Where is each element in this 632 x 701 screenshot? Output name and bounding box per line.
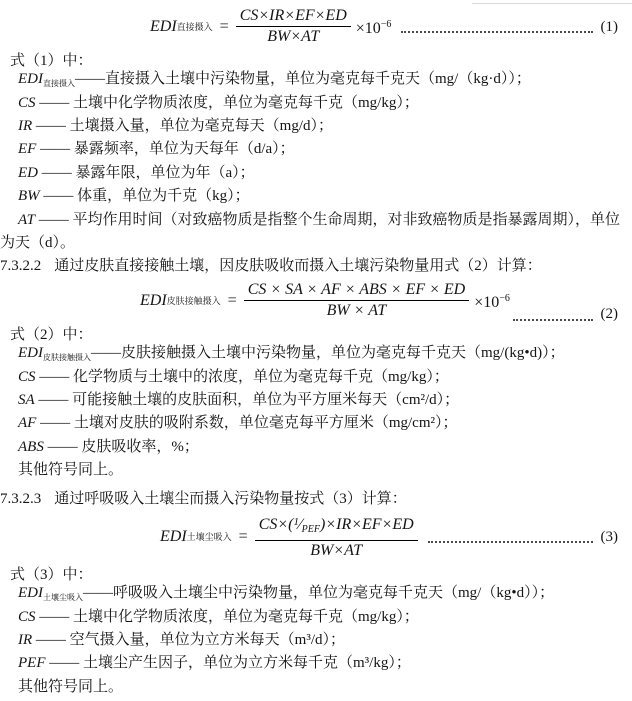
definition-line <box>0 608 626 631</box>
formula-3 <box>0 508 626 566</box>
variable-symbol: ABS <box>18 438 44 455</box>
dot-leader <box>513 318 593 321</box>
variable-description: —— 皮肤吸收率，%； <box>43 438 199 455</box>
formula-3-intro: 式（3）中： <box>10 566 93 583</box>
variable-subscript: 土壤尘吸入 <box>43 593 83 603</box>
variable-description: —— 体重，单位为千克（kg）； <box>39 188 250 205</box>
section-number: 7.3.2.2 <box>0 258 42 275</box>
formula-1-multiplier <box>356 16 392 38</box>
equals-sign: = <box>227 291 237 309</box>
formula-2-lhs-subscript: 皮肤接触摄入 <box>166 295 221 306</box>
section-title: 通过呼吸吸入土壤尘而摄入污染物量按式（3）计算： <box>54 490 407 507</box>
variable-symbol: CS <box>18 368 36 385</box>
formula-3-fraction <box>255 513 418 561</box>
variable-subscript: 直接摄入 <box>43 79 75 89</box>
section-heading-7323 <box>0 490 626 508</box>
formula-1-intro: 式（1）中： <box>10 52 93 69</box>
variable-symbol: CS <box>18 94 36 111</box>
variable-description: 其他符号同上。 <box>18 462 124 479</box>
formula-2-multiplier <box>474 290 510 312</box>
page-edge-artifact <box>472 3 632 4</box>
variable-symbol: AF <box>18 415 37 432</box>
variable-symbol: SA <box>18 391 35 408</box>
formula-1 <box>0 2 626 52</box>
definition-line <box>0 438 626 461</box>
formula-1-number: (1) <box>600 18 618 35</box>
formula-2-number: (2) <box>600 306 618 323</box>
formula-1-numerator: CS×IR×EF×ED <box>236 7 351 27</box>
definition-line <box>0 631 626 654</box>
dot-leader <box>401 30 592 33</box>
definition-line <box>0 70 626 93</box>
pef-subscript: PEF <box>301 523 320 535</box>
definition-line <box>0 391 626 414</box>
definition-line <box>0 678 626 701</box>
variable-description: 其他符号同上。 <box>18 678 124 695</box>
variable-description: —— 土壤尘产生因子，单位为立方米每千克（m³/kg）； <box>45 655 411 672</box>
definition-line <box>0 164 626 187</box>
variable-description: ——呼吸吸入土壤尘中污染物量，单位为毫克每千克天（mg/（kg•d））； <box>83 585 555 602</box>
definition-line <box>0 211 626 253</box>
equals-sign: = <box>219 17 229 35</box>
fraction-slash: ⁄ <box>299 515 302 533</box>
formula-2-denominator: BW × AT <box>326 302 387 320</box>
formula-1-lhs: EDI <box>150 17 177 35</box>
variable-symbol: IR <box>18 631 33 648</box>
formula-2-tail <box>510 305 622 323</box>
variable-description: —— 化学物质与土壤中的浓度，单位为毫克每千克（mg/kg）； <box>35 368 449 385</box>
formula-2-lhs: EDI <box>140 291 167 309</box>
formula-1-fraction <box>236 7 351 47</box>
variable-description: —— 平均作用时间（对致癌物质是指整个生命周期，对非致癌物质是指暴露周期），单位为天（d）。 <box>0 211 620 252</box>
section-heading-7322 <box>0 257 626 275</box>
definition-line <box>0 187 626 210</box>
definition-line <box>0 584 626 607</box>
variable-description: —— 土壤摄入量，单位为毫克每天（mg/d）； <box>32 118 334 135</box>
dot-leader <box>428 540 593 543</box>
numerator-pre: CS×( <box>258 515 294 533</box>
variable-symbol: PEF <box>18 655 46 672</box>
variable-subscript: 皮肤接触摄入 <box>43 353 91 363</box>
formula-3-denominator: BW×AT <box>310 542 363 560</box>
definition-line <box>0 140 626 163</box>
variable-description: —— 暴露年限，单位为年（a）； <box>38 164 255 181</box>
numerator-post: )×IR×EF×ED <box>320 515 414 533</box>
multiplier-exponent: −6 <box>380 18 392 30</box>
formula-3-body <box>160 513 418 561</box>
variable-description: —— 可能接触土壤的皮肤面积，单位为平方厘米每天（cm²/d）； <box>34 391 460 408</box>
multiplier-base: ×10 <box>355 19 381 37</box>
variable-symbol: EDI <box>18 345 43 362</box>
formula-1-lhs-subscript: 直接摄入 <box>176 21 213 32</box>
formula-3-definitions <box>0 584 626 701</box>
definition-line <box>0 94 626 117</box>
formula-1-definitions <box>0 70 626 252</box>
multiplier-exponent: −6 <box>499 292 510 304</box>
variable-description: ——皮肤接触摄入土壤中污染物量，单位为毫克每千克天（mg/(kg•d)）； <box>91 345 565 362</box>
variable-symbol: CS <box>18 608 36 625</box>
formula-3-lhs-subscript: 土壤尘吸入 <box>186 531 232 542</box>
pef-reciprocal-one: 1 <box>293 515 299 528</box>
variable-description: —— 土壤对皮肤的吸附系数，单位毫克每平方厘米（mg/cm²）； <box>36 415 458 432</box>
multiplier-base: ×10 <box>474 293 500 311</box>
variable-description: ——直接摄入土壤中污染物量，单位为毫克每千克天（mg/（kg·d））； <box>75 71 531 88</box>
definition-line <box>0 461 626 484</box>
definition-line <box>0 368 626 391</box>
definition-line <box>0 117 626 140</box>
section-number: 7.3.2.3 <box>0 490 42 507</box>
definition-line <box>0 654 626 677</box>
formula-3-numerator <box>255 513 418 541</box>
variable-description: —— 空气摄入量，单位为立方米每天（m³/d）； <box>32 631 346 648</box>
variable-symbol: AT <box>18 211 35 228</box>
definition-line <box>0 414 626 437</box>
section-title: 通过皮肤直接接触土壤，因皮肤吸收而摄入土壤污染物量用式（2）计算： <box>54 258 542 275</box>
variable-symbol: ED <box>18 164 38 181</box>
variable-description: —— 暴露频率，单位为天每年（d/a）； <box>36 141 295 158</box>
variable-symbol: EDI <box>18 71 43 88</box>
variable-symbol: EF <box>18 141 37 158</box>
formula-2-body <box>140 281 510 321</box>
formula-3-number: (3) <box>600 528 618 545</box>
formula-1-body <box>150 7 391 47</box>
formula-2 <box>0 276 626 326</box>
definition-line <box>0 344 626 367</box>
formula-2-numerator: CS × SA × AF × ABS × EF × ED <box>244 281 470 301</box>
formula-2-intro: 式（2）中： <box>10 326 93 343</box>
variable-symbol: IR <box>18 118 33 135</box>
equals-sign: = <box>238 527 248 545</box>
formula-2-definitions <box>0 344 626 484</box>
variable-description: —— 土壤中化学物质浓度，单位为毫克每千克（mg/kg）； <box>35 608 419 625</box>
formula-1-denominator: BW×AT <box>267 28 320 46</box>
formula-2-fraction <box>244 281 470 321</box>
variable-symbol: BW <box>18 188 40 205</box>
variable-symbol: EDI <box>18 585 43 602</box>
variable-description: —— 土壤中化学物质浓度，单位为毫克每千克（mg/kg）； <box>35 94 419 111</box>
formula-3-lhs: EDI <box>160 527 187 545</box>
